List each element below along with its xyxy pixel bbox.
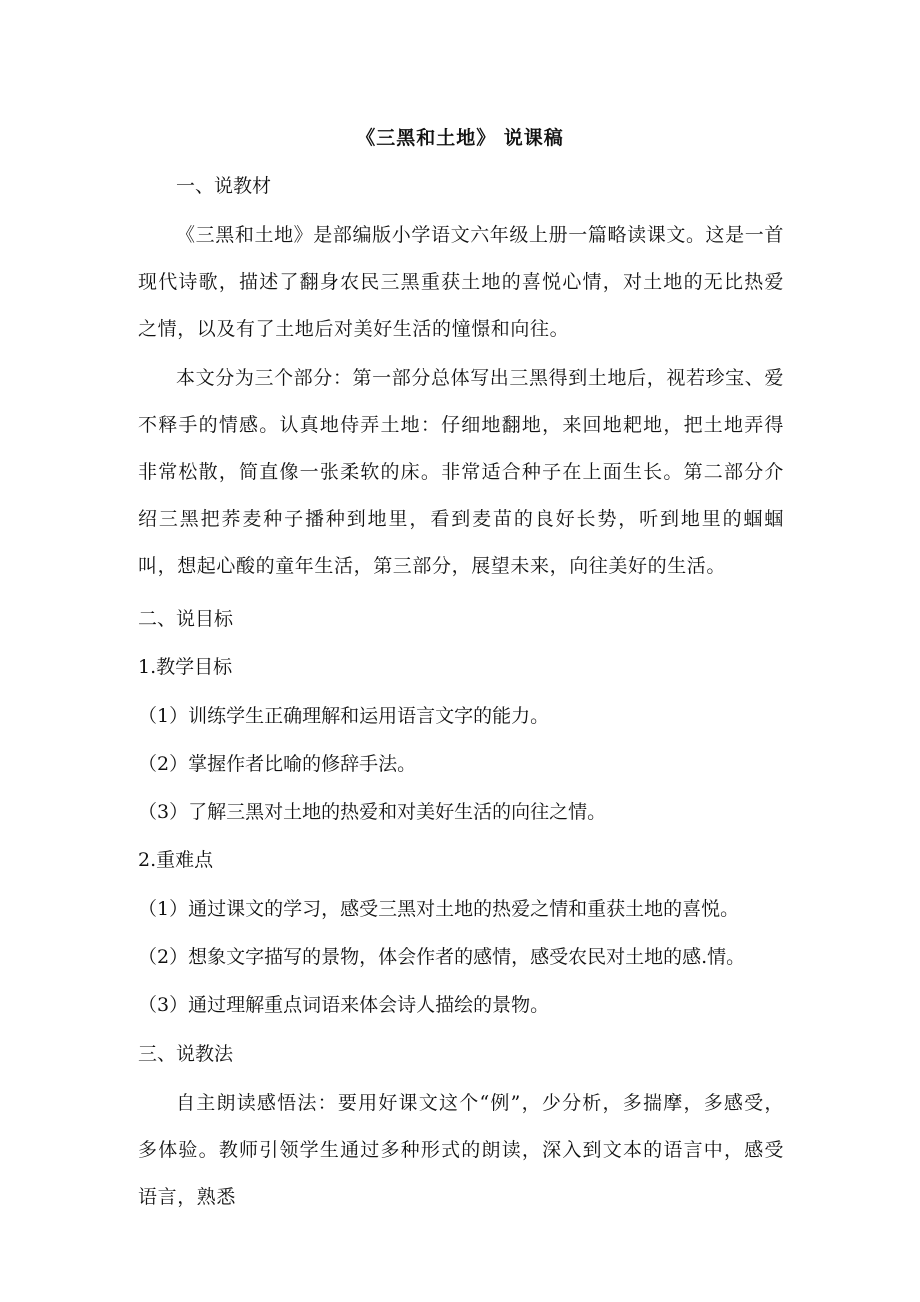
paragraph-text-structure: 本文分为三个部分：第一部分总体写出三黑得到土地后，视若珍宝、爱不释手的情感。认真地侍弄土地：仔细地翻地，来回地耙地，把土地弄得非常松散，简直像一张柔软的床。非常适合种子在上面生长。第二部分介绍三黑把荞麦种子播种到地里，看到麦苗的良好长势，听到地里的蝈蝈叫，想起心酸的童年生活，第三部分，展望未来，向往美好的生活。: [138, 367, 784, 577]
subheading-teaching-goals: 1.教学目标: [138, 656, 233, 678]
list-item-goal: （2）掌握作者比喻的修辞手法。: [138, 753, 417, 775]
section-heading-textbook: 一、说教材: [176, 175, 272, 197]
section-heading-objectives: 二、说目标: [138, 608, 234, 630]
list-item-key-point: （2）想象文字描写的景物，体会作者的感情，感受农民对土地的感.情。: [138, 946, 746, 968]
list-item-key-point: （1）通过课文的学习，感受三黑对土地的热爱之情和重获土地的喜悦。: [138, 898, 740, 920]
list-item-goal: （3）了解三黑对土地的热爱和对美好生活的向往之情。: [138, 801, 607, 823]
document-title: 《三黑和土地》 说课稿: [356, 127, 564, 149]
list-item-goal: （1）训练学生正确理解和运用语言文字的能力。: [138, 705, 550, 727]
paragraph-textbook-intro: 《三黑和土地》是部编版小学语文六年级上册一篇略读课文。这是一首现代诗歌，描述了翻身农民三黑重获土地的喜悦心情，对土地的无比热爱之情，以及有了土地后对美好生活的憧憬和向往。: [138, 224, 784, 340]
list-item-key-point: （3）通过理解重点词语来体会诗人描绘的景物。: [138, 994, 550, 1016]
section-heading-methods: 三、说教法: [138, 1043, 234, 1065]
subheading-key-points: 2.重难点: [138, 849, 214, 871]
paragraph-teaching-method: 自主朗读感悟法：要用好课文这个“例”，少分析，多揣摩，多感受，多体验。教师引领学生通过多种形式的朗读，深入到文本的语言中，感受语言，熟悉: [138, 1092, 784, 1208]
